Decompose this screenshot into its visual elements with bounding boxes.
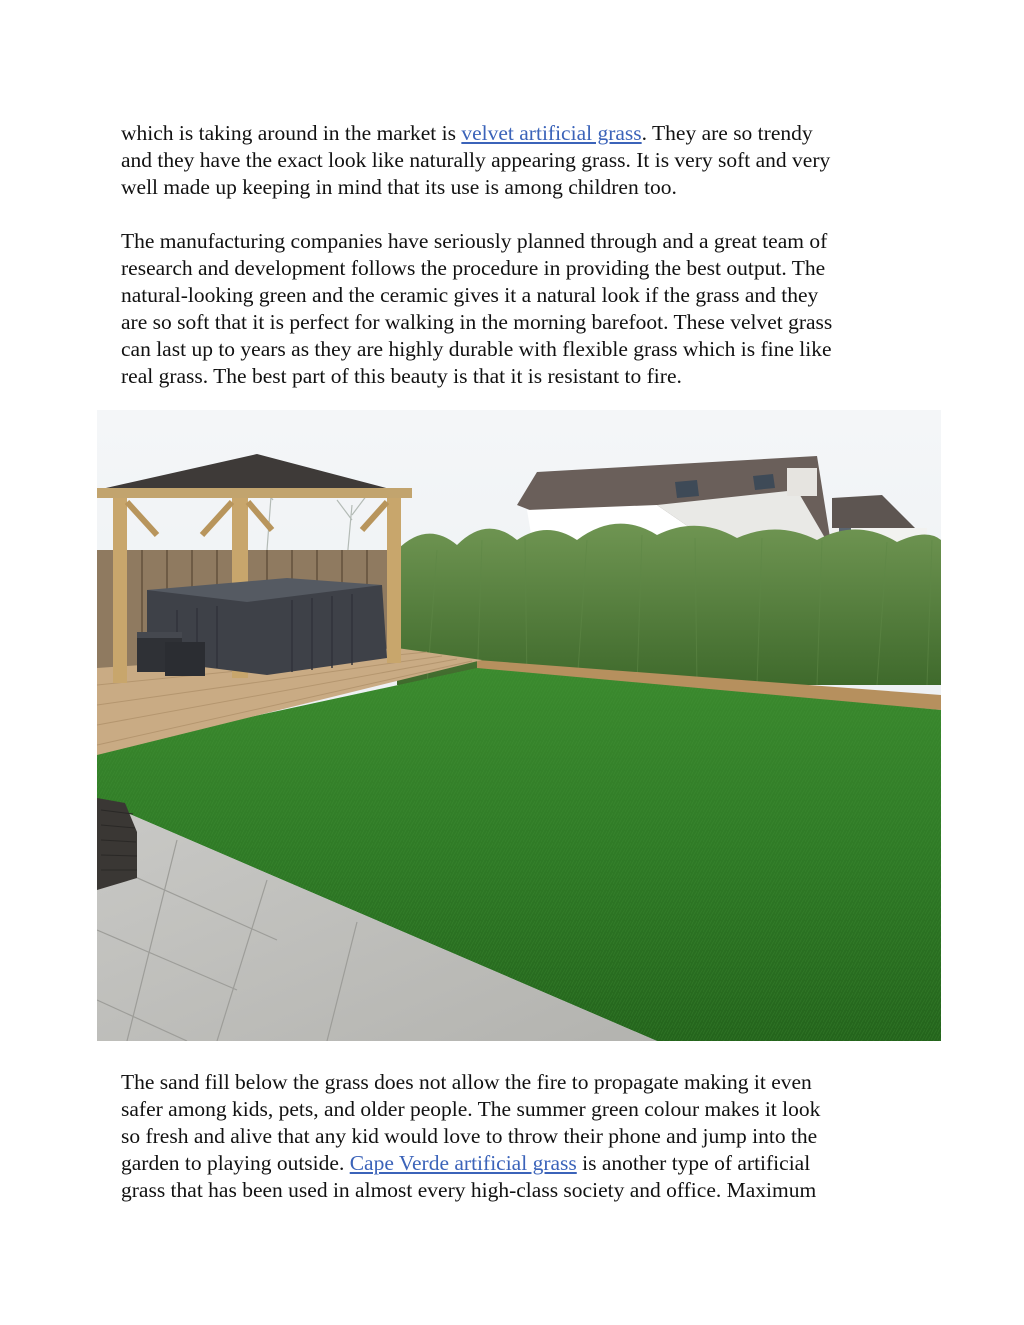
- text-run: . They are so trendy: [641, 121, 813, 145]
- text-line: safer among kids, pets, and older people. The summer green colour makes it look: [121, 1097, 821, 1121]
- velvet-artificial-grass-link[interactable]: velvet artificial grass: [461, 121, 642, 145]
- paragraph-manufacturing: [121, 228, 911, 390]
- text-line: [121, 120, 911, 147]
- text-line: well made up keeping in mind that its use is among children too.: [121, 175, 677, 199]
- text-line: and they have the exact look like naturally appearing grass. It is very soft and very: [121, 148, 831, 172]
- text-line: [121, 1150, 911, 1177]
- text-line: grass that has been used in almost every high-class society and office. Maximum: [121, 1178, 817, 1202]
- text-run: is another type of artificial: [576, 1151, 811, 1175]
- paragraph-velvet-grass: [121, 120, 911, 201]
- text-line: so fresh and alive that any kid would love to throw their phone and jump into the: [121, 1124, 818, 1148]
- text-run: garden to playing outside.: [121, 1151, 350, 1175]
- text-line: are so soft that it is perfect for walking in the morning barefoot. These velvet grass: [121, 310, 833, 334]
- text-line: The sand fill below the grass does not allow the fire to propagate making it even: [121, 1070, 812, 1094]
- text-line: research and development follows the procedure in providing the best output. The: [121, 256, 826, 280]
- text-line: can last up to years as they are highly durable with flexible grass which is fine like: [121, 337, 832, 361]
- text-run: which is taking around in the market is: [121, 121, 462, 145]
- text-line: The manufacturing companies have seriously planned through and a great team of: [121, 229, 828, 253]
- text-line: real grass. The best part of this beauty is that it is resistant to fire.: [121, 364, 682, 388]
- garden-photo: [97, 410, 941, 1041]
- text-line: natural-looking green and the ceramic gives it a natural look if the grass and they: [121, 283, 819, 307]
- cape-verde-artificial-grass-link[interactable]: Cape Verde artificial grass: [349, 1151, 577, 1175]
- paragraph-sand-fill: [121, 1069, 911, 1204]
